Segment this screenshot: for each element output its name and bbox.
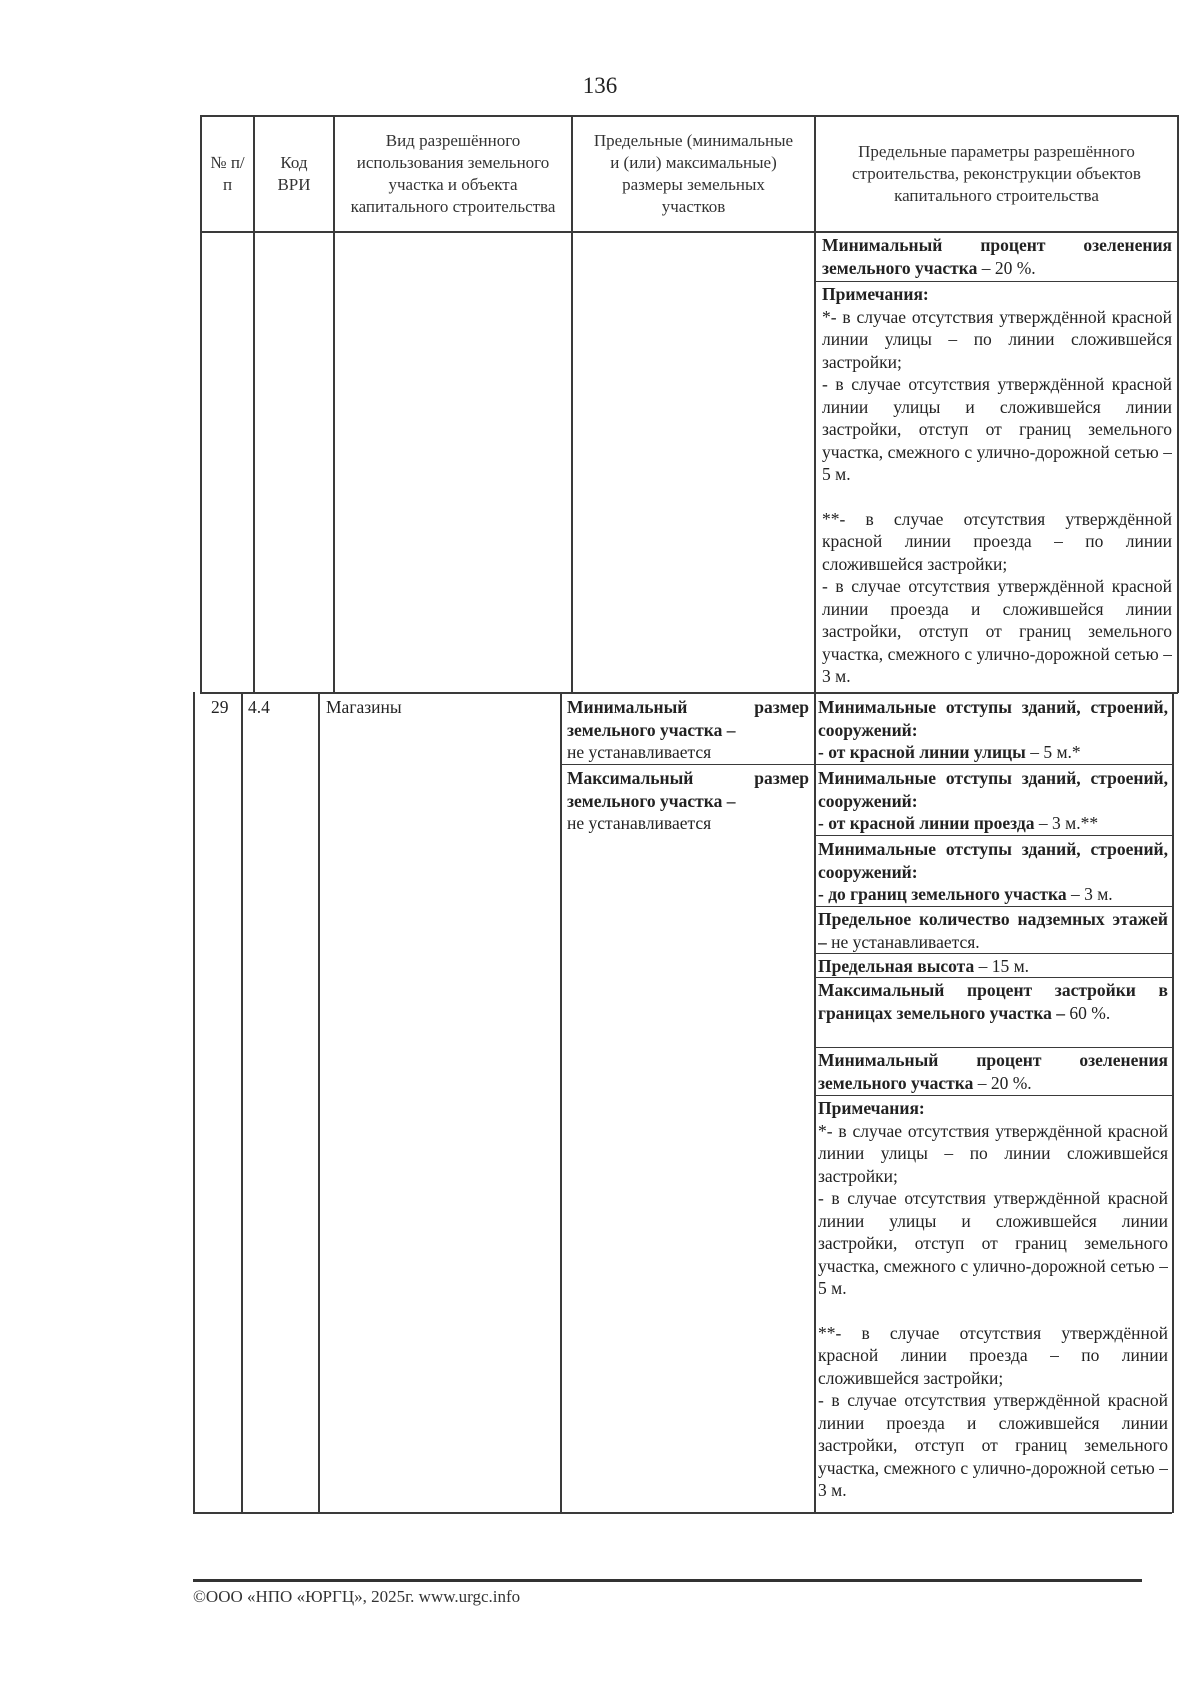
header-code: Код ВРИ [277, 153, 311, 194]
row29-p2-label: Минимальные отступы зданий, строений, сооружений: [818, 768, 1168, 811]
row29-p4-label: Предельное количество надземных этажей – [818, 909, 1168, 952]
row29-max-size-value: не устанавливается [567, 813, 712, 833]
row29-param-green [818, 1049, 1168, 1094]
row29-max-size [567, 767, 809, 835]
footer-rule [193, 1579, 1142, 1582]
cont-note-2: - в случае отсутствия утверждённой красной линии улицы и сложившейся линии застройки, отступ от границ земельного участка, смежного с улично-дорожной сетью – 5 м. [822, 374, 1172, 484]
header-sizes: Предельные (минимальные и (или) максимальные) размеры земельных участков [593, 131, 794, 216]
row29-min-size-label: Минимальный размер земельного участка – [567, 697, 809, 740]
row29-param-height [818, 955, 1168, 978]
cont-notes-title: Примечания: [822, 284, 929, 304]
header-params: Предельные параметры разрешённого строительства, реконструкции объектов капитального строительства [852, 142, 1141, 205]
row29-notes [818, 1097, 1168, 1502]
cont-green-cell [822, 234, 1172, 279]
row29-param-setback-street [818, 696, 1168, 764]
row29-p3-value: – 3 м. [1066, 884, 1113, 904]
row29-note-1: *- в случае отсутствия утверждённой красной линии улицы – по линии сложившейся застройки; [818, 1120, 1168, 1186]
row29-p1-line: - от красной линии улицы [818, 742, 1026, 762]
row29-code: 4.4 [248, 697, 270, 717]
row29-p7-value: – 20 %. [973, 1072, 1032, 1093]
row29-note-3: **- в случае отсутствия утверждённой красной линии проезда – по линии сложившейся застройки; [818, 1322, 1168, 1388]
row29-p5-label: Предельная высота [818, 956, 975, 976]
row29-p4-value: не устанавливается. [826, 931, 980, 952]
row29-p6-label: Максимальный процент застройки в границах земельного участка – [818, 980, 1168, 1023]
cont-green-value: – 20 %. [977, 257, 1036, 278]
row29-param-floors [818, 908, 1168, 953]
row29-p1-value: – 5 м.* [1025, 742, 1081, 762]
row29-param-coverage [818, 979, 1168, 1024]
row29-p5-value: – 15 м. [974, 956, 1030, 976]
cont-notes [822, 283, 1172, 688]
row29-notes-title: Примечания: [818, 1098, 925, 1118]
row29-param-setback-boundary [818, 838, 1168, 906]
page-number: 136 [582, 73, 618, 98]
row29-param-setback-driveway [818, 767, 1168, 835]
row29-kind: Магазины [326, 697, 402, 717]
row29-p2-value: – 3 м.** [1034, 813, 1099, 833]
row29-note-4: - в случае отсутствия утверждённой красной линии проезда и сложившейся линии застройки, отступ от границ земельного участка, смежного с улично-дорожной сетью – 3 м. [818, 1390, 1168, 1500]
row29-num: 29 [211, 697, 229, 717]
footer-copyright: ©ООО «НПО «ЮРГЦ», 2025г. www.urgc.info [193, 1587, 521, 1606]
row29-p2-line: - от красной линии проезда [818, 813, 1035, 833]
row29-max-size-label: Максимальный размер земельного участка – [567, 768, 809, 811]
row29-p7-label: Минимальный процент озеленения земельного участка [818, 1050, 1168, 1093]
cont-note-3: **- в случае отсутствия утверждённой красной линии проезда – по линии сложившейся застройки; [822, 508, 1172, 574]
row29-p6-value: 60 %. [1065, 1002, 1111, 1023]
row29-min-size-value: не устанавливается [567, 742, 712, 762]
row29-p3-label: Минимальные отступы зданий, строений, сооружений: [818, 839, 1168, 882]
row29-min-size [567, 696, 809, 764]
header-num: № п/п [210, 153, 245, 194]
row29-p1-label: Минимальные отступы зданий, строений, сооружений: [818, 697, 1168, 740]
row29-p3-line: - до границ земельного участка [818, 884, 1067, 904]
header-kind: Вид разрешённого использования земельного участка и объекта капитального строительства [350, 131, 556, 216]
cont-green-label: Минимальный процент озеленения земельного участка [822, 235, 1172, 278]
row29-note-2: - в случае отсутствия утверждённой красной линии улицы и сложившейся линии застройки, отступ от границ земельного участка, смежного с улично-дорожной сетью – 5 м. [818, 1188, 1168, 1298]
cont-note-4: - в случае отсутствия утверждённой красной линии проезда и сложившейся линии застройки, отступ от границ земельного участка, смежного с улично-дорожной сетью – 3 м. [822, 576, 1172, 686]
cont-note-1: *- в случае отсутствия утверждённой красной линии улицы – по линии сложившейся застройки; [822, 306, 1172, 372]
